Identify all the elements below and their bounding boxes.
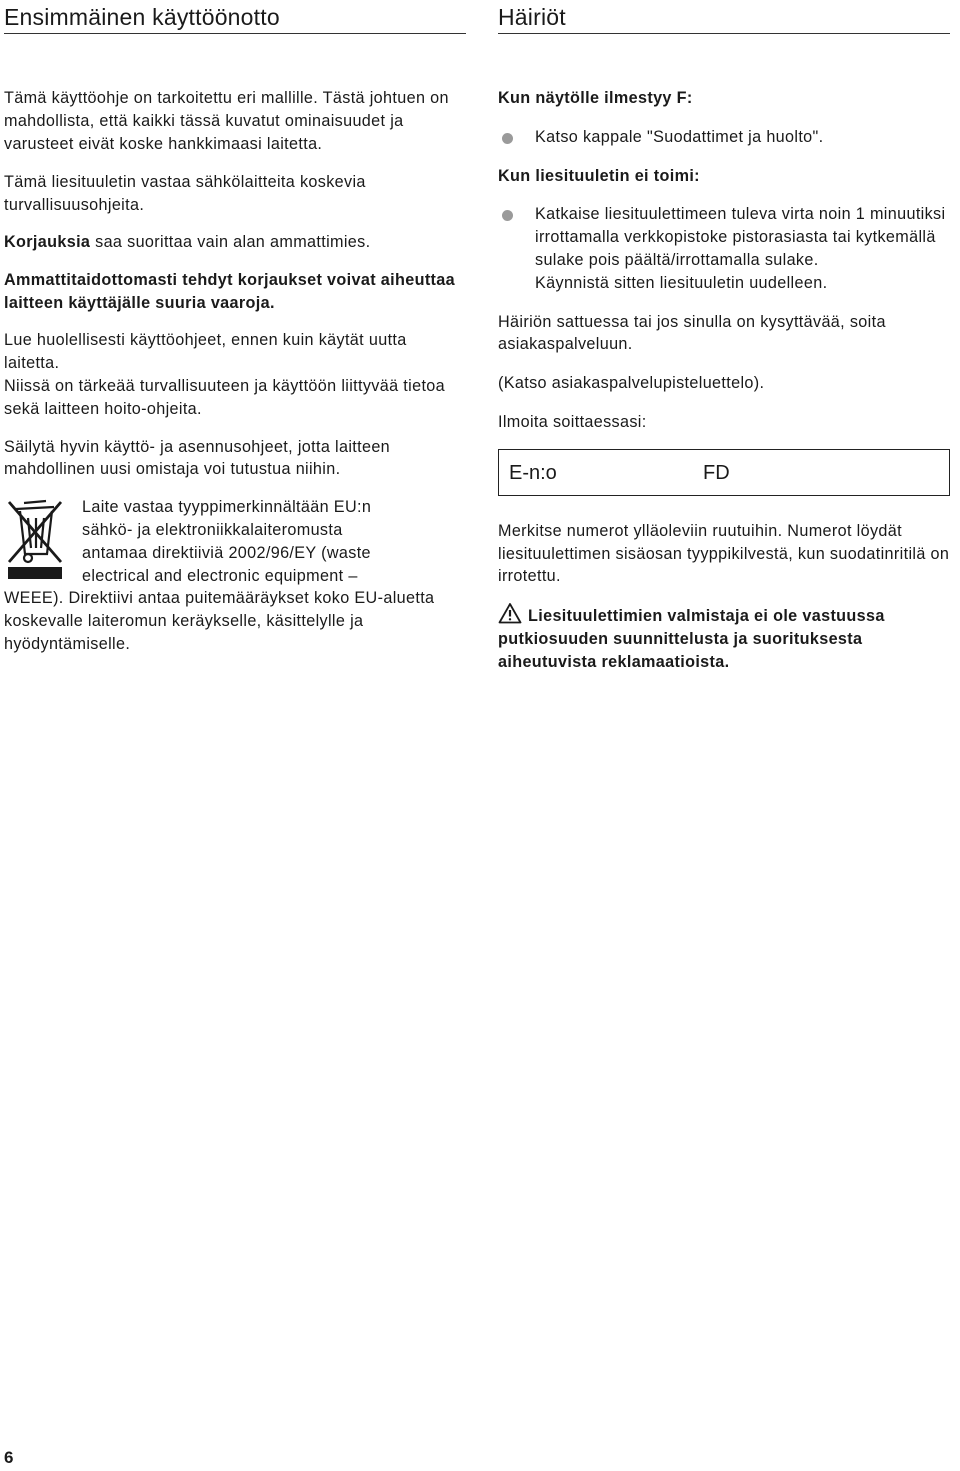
bullet-item	[498, 126, 950, 149]
weee-line-3: antamaa direktiiviä 2002/96/EY (waste	[82, 543, 371, 562]
important-info-paragraph: Niissä on tärkeää turvallisuuteen ja käyttöön liittyvää tietoa sekä laitteen hoito-ohjeita.	[4, 376, 446, 418]
weee-notice	[4, 496, 466, 656]
product-number-box	[498, 449, 950, 496]
fd-label: FD	[703, 461, 730, 484]
danger-paragraph: Ammattitaidottomasti tehdyt korjaukset voivat aiheuttaa laitteen käyttäjälle suuria vaaroja.	[4, 270, 456, 312]
read-instructions-paragraph: Lue huolellisesti käyttöohjeet, ennen kuin käytät uutta laitetta.	[4, 331, 407, 373]
left-column	[4, 0, 466, 656]
bullet-text-restart: Käynnistä sitten liesituuletin uudelleen.	[535, 273, 828, 292]
safety-paragraph: Tämä liesituuletin vastaa sähkölaitteita koskevia turvallisuusohjeita.	[4, 173, 366, 215]
section-heading-faults: Häiriöt	[498, 0, 950, 34]
warning-text: Liesituulettimien valmistaja ei ole vastuussa putkiosuuden suunnittelusta ja suorituksesta aiheutuvista reklamaatioista.	[498, 607, 885, 671]
contact-service-paragraph: Häiriön sattuessa tai jos sinulla on kysyttävää, soita asiakaspalveluun.	[498, 312, 886, 354]
weee-line-4: electrical and electronic equipment –	[82, 566, 358, 585]
weee-rest: WEEE). Direktiivi antaa puitemääräykset koko EU-aluetta koskevalle laiteromun keräykselle, käsittelylle ja hyödyntämiselle.	[4, 589, 435, 653]
weee-line-1: Laite vastaa tyyppimerkinnältään EU:n	[82, 498, 372, 517]
bullet-item	[498, 203, 950, 294]
keep-instructions-paragraph: Säilytä hyvin käyttö- ja asennusohjeet, jotta laitteen mahdollinen uusi omistaja voi tutustua niihin.	[4, 437, 391, 479]
section-heading-first-use: Ensimmäinen käyttöönotto	[4, 0, 466, 34]
repairs-paragraph	[4, 231, 466, 254]
report-when-calling: Ilmoita soittaessasi:	[498, 412, 647, 431]
bullet-text: Katso kappale "Suodattimet ja huolto".	[535, 127, 824, 146]
not-working-heading: Kun liesituuletin ei toimi:	[498, 166, 700, 185]
mark-numbers-paragraph: Merkitse numerot ylläoleviin ruutuihin. Numerot löydät liesituulettimen sisäosan tyyppikilvestä, kun suodatinritilä on irrotettu.	[498, 521, 950, 586]
intro-paragraph: Tämä käyttöohje on tarkoitettu eri mallille. Tästä johtuen on mahdollista, että kaikki tässä kuvatut ominaisuudet ja varusteet eivät koske hankkimaasi laitetta.	[4, 89, 449, 153]
bullet-dot-icon	[502, 210, 513, 221]
warning-paragraph	[498, 602, 950, 673]
weee-crossed-bin-icon	[4, 496, 66, 582]
display-f-heading: Kun näytölle ilmestyy F:	[498, 89, 693, 107]
enr-label: E-n:o	[509, 461, 557, 484]
repairs-rest: saa suorittaa vain alan ammattimies.	[90, 232, 371, 251]
weee-line-2: sähkö- ja elektroniikkalaiteromusta	[82, 520, 343, 539]
bullet-dot-icon	[502, 133, 513, 144]
repairs-bold: Korjauksia	[4, 232, 91, 251]
right-column	[498, 0, 950, 674]
page-number: 6	[4, 1448, 14, 1467]
service-list-paragraph: (Katso asiakaspalvelupisteluettelo).	[498, 374, 765, 393]
bullet-text: Katkaise liesituulettimeen tuleva virta noin 1 minuutiksi irrottamalla verkkopistoke pistorasiasta tai kytkemällä sulake pois päältä/irrottamalla sulake.	[535, 205, 946, 269]
warning-triangle-icon	[498, 602, 522, 624]
